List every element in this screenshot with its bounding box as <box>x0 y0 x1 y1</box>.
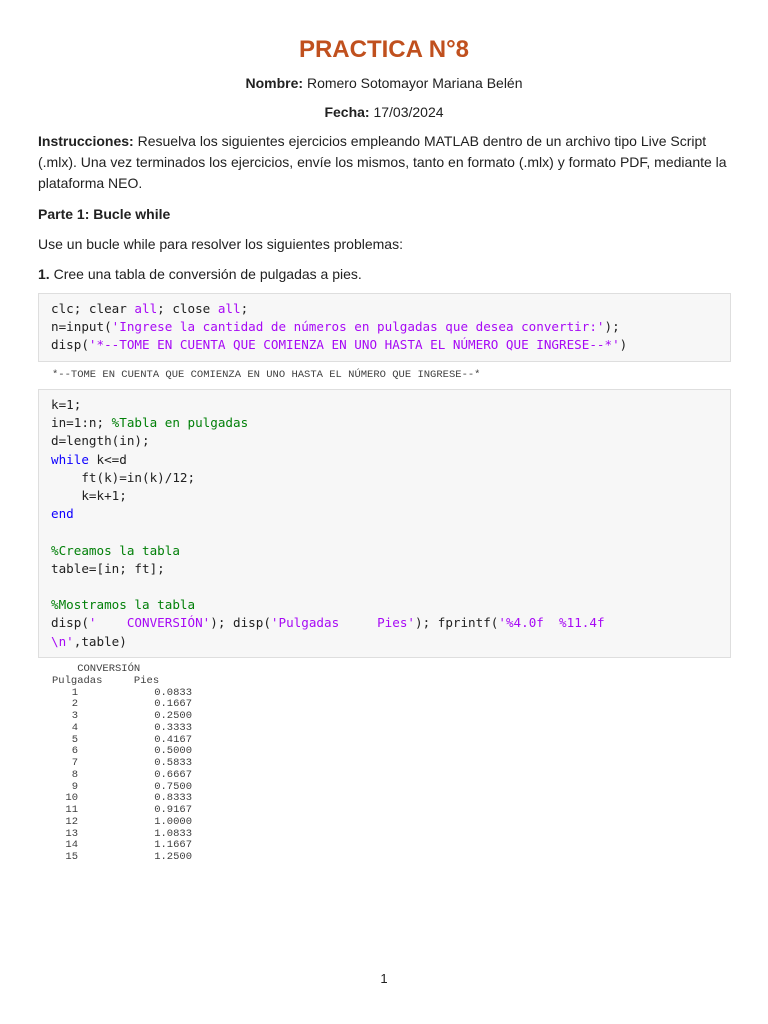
output-table-heading: CONVERSIÓN <box>52 663 141 675</box>
pulgadas-cell: 2 <box>71 698 78 711</box>
pulgadas-cell: 3 <box>71 710 78 722</box>
pies-cell: 0.7500 <box>154 780 192 793</box>
pies-cell: 0.8333 <box>154 792 192 805</box>
pies-cell: 0.3333 <box>154 721 192 734</box>
pulgadas-cell: 13 <box>65 827 78 840</box>
pies-cell: 1.0000 <box>154 815 192 828</box>
code-block-2: k=1; in=1:n; %Tabla en pulgadas d=length(in); while k<=d ft(k)=in(k)/12; k=k+1; end %Creamos la tabla table=[in; ft]; %Mostramos la tabla disp(' CONVERSIÓN'); disp('Pulgadas Pies'); fprintf('%4.0f %11.4f \n',table) <box>38 389 731 658</box>
table-row <box>52 758 192 770</box>
pulgadas-cell: 7 <box>71 757 78 769</box>
pulgadas-cell: 4 <box>71 721 78 734</box>
pies-cell: 0.0833 <box>154 686 192 699</box>
output-table <box>52 664 192 864</box>
pulgadas-cell: 12 <box>65 815 78 828</box>
instructions-label: Instrucciones: <box>38 133 134 149</box>
output-table-columns: Pulgadas Pies <box>52 674 160 687</box>
pies-cell: 0.4167 <box>154 733 192 746</box>
date-label: Fecha: <box>324 104 370 120</box>
name-value: Romero Sotomayor Mariana Belén <box>306 75 523 91</box>
name-line <box>0 75 768 91</box>
pulgadas-cell: 5 <box>71 733 78 746</box>
table-row <box>52 852 192 864</box>
pies-cell: 0.5833 <box>154 757 192 769</box>
name-label: Nombre: <box>245 75 304 91</box>
pies-cell: 0.1667 <box>154 698 192 711</box>
page-number: 1 <box>380 971 388 986</box>
section-intro: Use un bucle while para resolver los siguientes problemas: <box>38 236 403 252</box>
page-title: PRACTICA N°8 <box>298 36 470 63</box>
section-heading: Parte 1: Bucle while <box>38 206 171 222</box>
pies-cell: 0.5000 <box>154 745 192 758</box>
exercise-text: Cree una tabla de conversión de pulgadas a pies. <box>53 266 362 282</box>
pies-cell: 0.9167 <box>154 804 192 816</box>
table-row <box>52 817 192 829</box>
exercise-number: 1. <box>38 266 50 282</box>
date-line <box>0 104 768 120</box>
table-row <box>52 805 192 817</box>
pulgadas-cell: 15 <box>65 851 78 863</box>
exercise-1 <box>38 264 730 285</box>
instructions-text: Resuelva los siguientes ejercicios empleando MATLAB dentro de un archivo tipo Live Script (.mlx). Una vez terminados los ejercicios, envíe los mismos, tanto en formato (.mlx) y formato PDF, mediante la plataforma NEO. <box>38 133 727 191</box>
pies-cell: 1.0833 <box>154 827 192 840</box>
pulgadas-cell: 11 <box>65 804 78 816</box>
table-row <box>52 770 192 782</box>
pulgadas-cell: 1 <box>71 686 78 699</box>
table-row <box>52 723 192 735</box>
pulgadas-cell: 8 <box>71 768 78 781</box>
instructions-paragraph <box>38 131 730 194</box>
code-block-1: clc; clear all; close all; n=input('Ingrese la cantidad de números en pulgadas que desea convertir:'); disp('*--TOME EN CUENTA QUE COMIENZA EN UNO HASTA EL NÚMERO QUE INGRESE--*') <box>38 293 731 362</box>
pies-cell: 1.1667 <box>154 839 192 852</box>
pulgadas-cell: 6 <box>71 745 78 758</box>
table-row <box>52 711 192 723</box>
pies-cell: 0.6667 <box>154 768 192 781</box>
pies-cell: 1.2500 <box>154 851 192 863</box>
pulgadas-cell: 9 <box>71 780 78 793</box>
output-message: *--TOME EN CUENTA QUE COMIENZA EN UNO HASTA EL NÚMERO QUE INGRESE--* <box>52 369 481 381</box>
pulgadas-cell: 10 <box>65 792 78 805</box>
pulgadas-cell: 14 <box>65 839 78 852</box>
pies-cell: 0.2500 <box>154 710 192 722</box>
date-value: 17/03/2024 <box>373 104 444 120</box>
